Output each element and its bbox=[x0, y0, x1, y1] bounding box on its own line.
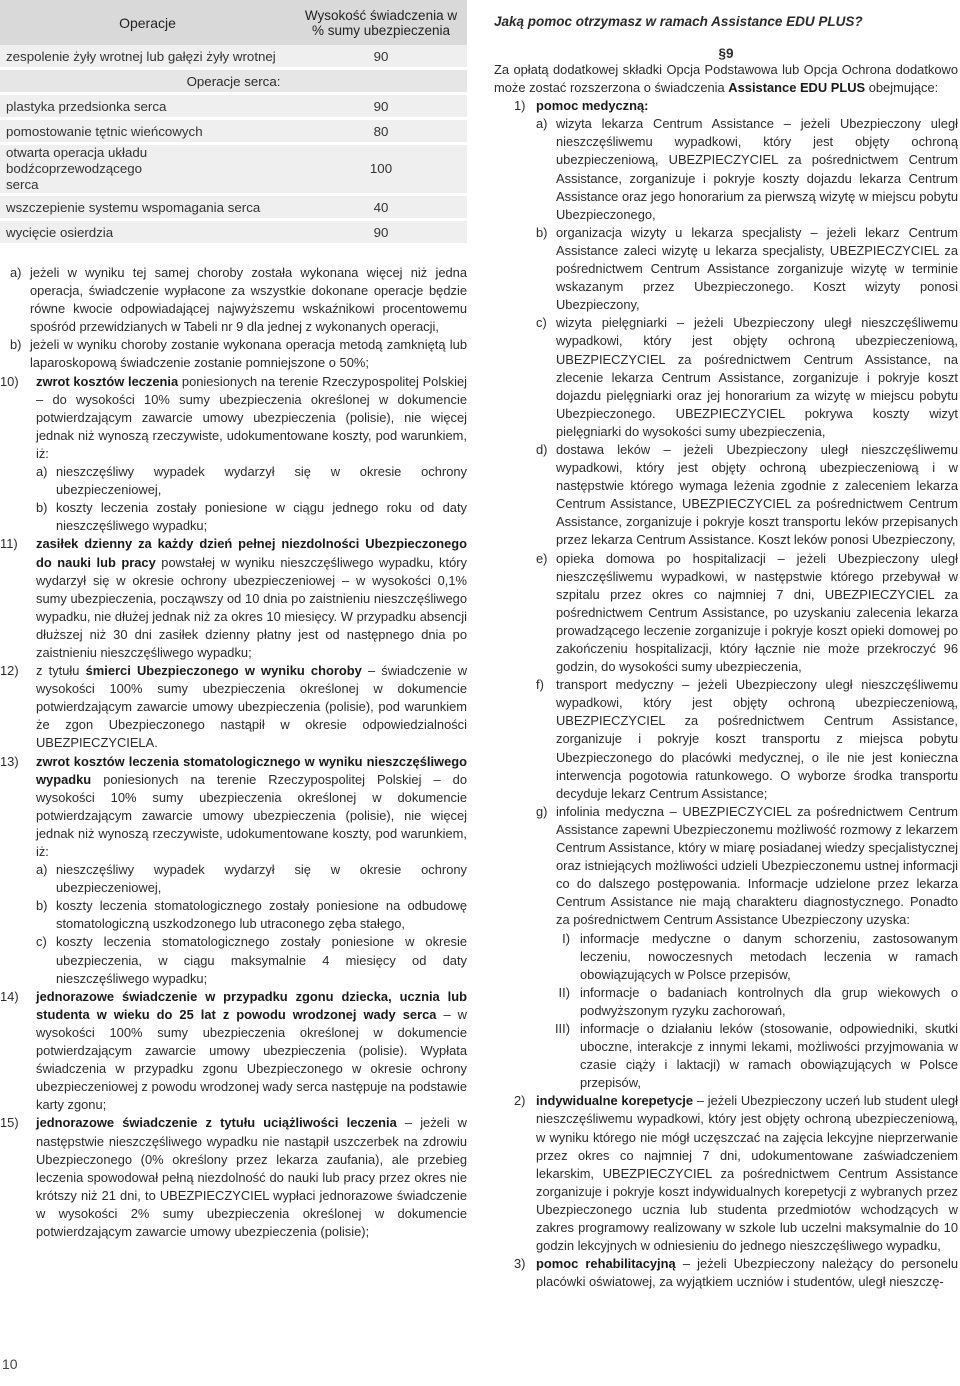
body-text: Za opłatą dodatkowej składki Opcja Podstawowa lub Opcja Ochrona dodatkowo może zostać rozszerzona o świadczenia bbox=[494, 62, 958, 96]
header-operations: Operacje bbox=[0, 0, 295, 45]
row-value: 90 bbox=[295, 220, 467, 245]
list-text: informacje o badaniach kontrolnych dla grup wiekowych o podwyższonym ryzyku zachorowań, bbox=[580, 984, 958, 1018]
list-marker: g) bbox=[536, 803, 548, 819]
table-row bbox=[0, 45, 467, 69]
list-marker: d) bbox=[536, 441, 548, 457]
list-item bbox=[0, 662, 467, 752]
operations-table bbox=[0, 0, 467, 246]
right-body-text bbox=[494, 61, 958, 1291]
list-text bbox=[36, 988, 467, 1115]
row-label: zespolenie żyły wrotnej lub gałęzi żyły wrotnej bbox=[0, 45, 295, 69]
row-label: wszczepienie systemu wspomagania serca bbox=[0, 195, 295, 220]
list-text: dostawa leków – jeżeli Ubezpieczony uległ nieszczęśliwemu wypadkowi, który jest objęty ochroną ubezpieczeniową i w następstwie którego wymaga leżenia zgodnie z zaleceniem lekarza Centrum Assistance, UBEZPIECZYCIEL za pośrednictwem Centrum Assistance, zorganizuje i pokryje koszt transportu leków przepisanych przez lekarza Centrum Assistance. Koszt leków ponosi Ubezpieczony, bbox=[556, 441, 958, 548]
list-marker: 12) bbox=[0, 663, 19, 679]
list-text: koszty leczenia stomatologicznego zostały poniesione na odbudowę stomatologiczną uszkodzonego lub utraconego zęba stałego, bbox=[56, 898, 467, 932]
list-text: nieszczęśliwy wypadek wydarzył się w okresie ochrony ubezpieczeniowej, bbox=[56, 464, 467, 498]
list-text: infolinia medyczna – UBEZPIECZYCIEL za pośrednictwem Centrum Assistance zapewni Ubezpieczonemu możliwość rozmowy z lekarzem Centrum Assistance, który w miarę posiadanej wiedzy specjalistycznej oraz istniejących możliwości udzieli Ubezpieczonemu ustnej informacji co do dalszego postępowania. Informacje udzielone przez lekarza Centrum Assistance nie mają charakteru diagnostycznego. Ponadto za pośrednictwem Centrum Assistance Ubezpieczony uzyska: bbox=[556, 803, 958, 928]
list-item bbox=[494, 550, 958, 677]
intro-text bbox=[494, 61, 958, 97]
list-text: koszty leczenia zostały poniesione w ciągu jednego roku od daty nieszczęśliwego wypadku; bbox=[56, 500, 467, 534]
list-text bbox=[36, 535, 467, 662]
bold-term: zasiłek dzienny za każdy dzień pełnej niezdolności Ubezpieczonego do nauki lub pracy bbox=[36, 536, 467, 570]
list-text: nieszczęśliwy wypadek wydarzył się w okresie ochrony ubezpieczeniowej, bbox=[56, 862, 467, 896]
list-item bbox=[494, 1020, 958, 1092]
body-text: – w wysokości 100% sumy ubezpieczenia określonej w dokumencie potwierdzającym zawarcie umowy ubezpieczenia (polisie). Wypłata świadczenia w przypadku zgonu Ubezpieczonego w okresie ochrony ubezpieczeniowej z powodu wrodzonej wady serca następuje na podstawie karty zgonu; bbox=[36, 1006, 467, 1113]
list-item bbox=[0, 861, 467, 897]
list-marker: a) bbox=[10, 265, 22, 280]
left-body-text bbox=[0, 264, 467, 1241]
table-header bbox=[0, 0, 467, 45]
body-text: – świadczenie w wysokości 100% sumy ubezpieczenia określonej w dokumencie potwierdzającym zawarcie umowy ubezpieczenia (polisie), pod warunkiem że zgon Ubezpieczonego nastąpił w okresie odpowiedzialności UBEZPIECZYCIELA. bbox=[36, 663, 467, 751]
bold-term: Assistance EDU PLUS bbox=[728, 80, 866, 96]
list-text: informacje o działaniu leków (stosowanie, odpowiedniki, skutki uboczne, interakcje z innymi lekami, możliwości przyjmowania w czasie ciąży i laktacji) w ramach obowiązujących w Polsce przepisów, bbox=[580, 1020, 958, 1091]
list-item bbox=[0, 535, 467, 662]
row-value: 90 bbox=[295, 94, 467, 119]
bold-term: zwrot kosztów leczenia stomatologicznego w wyniku nieszczęśliwego wypadku bbox=[36, 753, 467, 787]
list-item bbox=[0, 753, 467, 862]
list-marker: b) bbox=[536, 224, 548, 240]
list-marker: a) bbox=[36, 464, 48, 480]
body-text: – jeżeli Ubezpieczony uczeń lub student uległ nieszczęśliwemu wypadkowi, który jest objęty ochroną ubezpieczeniową, w wyniku którego nie mógł uczęszczać na zajęcia lekcyjne nieprzerwanie przez okres co najmniej 7 dni, udokumentowane zaświadczeniem lekarskim, UBEZPIECZYCIEL za pośrednictwem Centrum Assistance zorganizuje i pokryje koszt indywidualnych korepetycji z wybranych przez Ubezpieczonego ucznia lub studenta przedmiotów wchodzących w zakres programowy realizowany w szkole lub uczelni maksymalnie do 10 godzin lekcyjnych w odniesieniu do jednego nieszczęśliwego wypadku, bbox=[536, 1093, 958, 1254]
list-marker: b) bbox=[36, 500, 48, 516]
list-item bbox=[0, 1114, 467, 1241]
list-text: koszty leczenia stomatologicznego zostały poniesione w okresie ubezpieczenia, w ciągu maksymalnie 4 miesięcy od daty nieszczęśliwego wypadku; bbox=[56, 934, 467, 986]
row-value: 80 bbox=[295, 119, 467, 144]
row-value: 100 bbox=[295, 144, 467, 195]
list-marker: a) bbox=[536, 116, 548, 132]
body-text: poniesionych na terenie Rzeczypospolitej Polskiej – do wysokości 10% sumy ubezpieczenia określonej w dokumencie potwierdzającym zawarcie umowy ubezpieczenia (polisie), nie więcej jednak niż wynoszą rzeczywiste, udokumentowane koszty, pod warunkiem, iż: bbox=[36, 373, 467, 461]
bold-term: jednorazowe świadczenie z tytułu uciążliwości leczenia bbox=[36, 1115, 397, 1131]
body-text: poniesionych na terenie Rzeczypospolitej Polskiej – do wysokości 10% sumy ubezpieczenia określonej w dokumencie potwierdzającym zawarcie umowy ubezpieczenia (polisie), nie więcej jednak niż wynoszą rzeczywiste, udokumentowane koszty, pod warunkiem, iż: bbox=[36, 771, 467, 859]
bold-term: indywidualne korepetycje bbox=[536, 1093, 694, 1109]
bold-term: pomoc rehabilitacyjną bbox=[536, 1256, 676, 1272]
list-text bbox=[36, 1114, 467, 1241]
body-text: obejmujące: bbox=[865, 80, 939, 96]
list-text: jeżeli w wyniku tej samej choroby została wykonana więcej niż jedna operacja, świadczenie wypłacone za wszystkie dokonane operacje będzie równe kwocie odpowiadającej najwyższemu wskaźnikowi procentowemu spośród przewidzianych w Tabeli nr 9 dla jednej z wykonanych operacji, bbox=[30, 265, 467, 335]
list-text bbox=[36, 373, 467, 463]
list-item bbox=[0, 897, 467, 933]
list-marker: b) bbox=[10, 337, 22, 353]
list-marker: c) bbox=[536, 315, 547, 331]
bold-term: śmierci Ubezpieczonego w wyniku choroby bbox=[85, 663, 362, 679]
list-text bbox=[36, 662, 467, 752]
page-number: 10 bbox=[2, 1356, 18, 1372]
list-text: jeżeli w wyniku choroby zostanie wykonana operacja metodą zamkniętą lub laparoskopową świadczenie zostanie pomniejszone o 50%; bbox=[30, 337, 467, 371]
list-item bbox=[494, 97, 958, 115]
body-text: powstałej w wyniku nieszczęśliwego wypadku, który wydarzył się w okresie ochrony ubezpieczeniowej – w wysokości 0,1% sumy ubezpieczenia, począwszy od 10 dnia po zaistnieniu nieszczęśliwego wypadku, nie dłużej jednak niż za okres 10 miesięcy. W przypadku absencji dłuższej niż 30 dni zasiłek dzienny płatny jest od następnego dnia po zaistnieniu nieszczęśliwego wypadku; bbox=[36, 554, 467, 660]
row-label: pomostowanie tętnic wieńcowych bbox=[0, 119, 295, 144]
list-text: opieka domowa po hospitalizacji – jeżeli Ubezpieczony uległ nieszczęśliwemu wypadkowi, w następstwie którego przebywał w szpitalu przez okres co najmniej 7 dni, UBEZPIECZYCIEL za pośrednictwem Centrum Assistance, po uzyskaniu zalecenia lekarza prowadzącego leczenie zorganizuje i pokryje koszt opieki domowej po zakończeniu hospitalizacji, który łącznie nie może przekroczyć 96 godzin, do wysokości sumy ubezpieczenia, bbox=[556, 550, 958, 675]
list-text: organizacja wizyty u lekarza specjalisty – jeżeli lekarz Centrum Assistance zaleci wizytę u lekarza specjalisty, UBEZPIECZYCIEL za pośrednictwem Centrum Assistance zorganizuje wizytę w terminie wskazanym przez Ubezpieczonego. Koszt wizyty ponosi Ubezpieczony, bbox=[556, 224, 958, 313]
list-item bbox=[494, 803, 958, 930]
list-text bbox=[536, 1255, 958, 1291]
list-marker: 1) bbox=[514, 98, 526, 114]
list-marker: 3) bbox=[514, 1256, 526, 1272]
list-item bbox=[494, 314, 958, 441]
list-item bbox=[0, 933, 467, 987]
table-subheader bbox=[0, 69, 467, 94]
bold-term: jednorazowe świadczenie w przypadku zgonu dziecka, ucznia lub studenta w wieku do 25 lat z powodu wrodzonej wady serca bbox=[36, 988, 467, 1022]
row-label: plastyka przedsionka serca bbox=[0, 94, 295, 119]
list-item bbox=[0, 463, 467, 499]
list-marker: II) bbox=[558, 984, 570, 1000]
row-value: 90 bbox=[295, 45, 467, 69]
list-item bbox=[494, 224, 958, 314]
paragraph-sign: §9 bbox=[718, 46, 734, 61]
row-value: 40 bbox=[295, 195, 467, 220]
list-text: informacje medyczne o danym schorzeniu, zastosowanym leczeniu, nowoczesnych metodach leczenia w ramach obowiązujących w Polsce przepisów, bbox=[580, 930, 958, 982]
list-item bbox=[0, 336, 467, 372]
table-row bbox=[0, 220, 467, 245]
list-item bbox=[0, 264, 467, 336]
section-title: Jaką pomoc otrzymasz w ramach Assistance EDU PLUS? bbox=[494, 14, 863, 29]
list-item bbox=[494, 1092, 958, 1255]
list-item bbox=[0, 499, 467, 535]
list-item bbox=[494, 676, 958, 803]
list-text bbox=[536, 1092, 958, 1255]
list-item bbox=[0, 373, 467, 463]
list-marker: b) bbox=[36, 898, 48, 914]
table-row bbox=[0, 94, 467, 119]
list-marker: 10) bbox=[0, 373, 19, 389]
row-label: otwarta operacja układu bodźcoprzewodzącego serca bbox=[0, 144, 295, 195]
list-text: wizyta pielęgniarki – jeżeli Ubezpieczony uległ nieszczęśliwemu wypadkowi, który jest objęty ochroną ubezpieczeniową, UBEZPIECZYCIEL za pośrednictwem Centrum Assistance, na zlecenie lekarza Centrum Assistance, zorganizuje i pokryje koszt dojazdu pielęgniarki oraz jej honorarium za wizytę w miejscu pobytu Ubezpieczonego. UBEZPIECZYCIEL pokrywa koszty wizyt pielęgniarki do wysokości sumy ubezpieczenia, bbox=[556, 315, 958, 439]
left-column bbox=[0, 0, 467, 1241]
list-marker: c) bbox=[36, 934, 47, 950]
body-text: z tytułu bbox=[36, 663, 86, 679]
body-text: – jeżeli Ubezpieczony należący do personelu placówki oświatowej, za wyjątkiem uczniów i studentów, uległ nieszczę- bbox=[536, 1256, 958, 1290]
list-marker: a) bbox=[36, 862, 48, 878]
list-marker: 11) bbox=[0, 536, 18, 552]
header-benefit: Wysokość świadczenia w % sumy ubezpieczenia bbox=[295, 0, 467, 45]
list-item bbox=[0, 988, 467, 1115]
table-row bbox=[0, 119, 467, 144]
list-text bbox=[36, 753, 467, 862]
bold-term: zwrot kosztów leczenia bbox=[36, 373, 179, 389]
subheader-label: Operacje serca: bbox=[0, 69, 467, 94]
body-text: – jeżeli w następstwie nieszczęśliwego wypadku nie nastąpił uszczerbek na zdrowiu Ubezpieczonego (0% określony przez lekarza zaufania), ale przebieg leczenia spowodował pełną niezdolność do nauki lub pracy przez okres nie krótszy niż 21 dni, to UBEZPIECZYCIEL wypłaci jednorazowe świadczenie w wysokości 2% sumy ubezpieczenia określonej w dokumencie potwierdzającym zawarcie umowy ubezpieczenia (polisie); bbox=[36, 1115, 467, 1239]
list-marker: f) bbox=[536, 677, 544, 693]
list-item bbox=[494, 115, 958, 224]
right-column bbox=[494, 0, 958, 1291]
row-label: wycięcie osierdzia bbox=[0, 220, 295, 245]
list-item bbox=[494, 1255, 958, 1291]
list-text: wizyta lekarza Centrum Assistance – jeżeli Ubezpieczony uległ nieszczęśliwemu wypadkowi, który jest objęty ochroną ubezpieczeniową, UBEZPIECZYCIEL za pośrednictwem Centrum Assistance, zorganizuje i pokryje koszty dojazdu lekarza Centrum Assistance oraz jego honorarium za pierwszą wizytę w miejscu pobytu Ubezpieczonego, bbox=[556, 116, 958, 222]
list-marker: 13) bbox=[0, 753, 19, 769]
table-row bbox=[0, 144, 467, 195]
list-marker: e) bbox=[536, 550, 548, 566]
bold-term: pomoc medyczną: bbox=[536, 98, 649, 114]
list-text: transport medyczny – jeżeli Ubezpieczony uległ nieszczęśliwemu wypadkowi, który jest objęty ochroną ubezpieczeniową, UBEZPIECZYCIEL za pośrednictwem Centrum Assistance, zorganizuje i pokryje koszt transportu z miejsca pobytu Ubezpieczonego do placówki medycznej, o ile nie jest konieczna interwencja pogotowia ratunkowego. O wyborze środka transportu decyduje lekarz Centrum Assistance; bbox=[556, 677, 958, 801]
list-item bbox=[494, 441, 958, 550]
list-item bbox=[494, 930, 958, 984]
table-row bbox=[0, 195, 467, 220]
list-marker: III) bbox=[554, 1020, 570, 1036]
list-marker: 14) bbox=[0, 988, 19, 1004]
list-marker: 15) bbox=[0, 1115, 19, 1131]
list-marker: 2) bbox=[514, 1093, 526, 1109]
list-item bbox=[494, 984, 958, 1020]
list-marker: I) bbox=[562, 930, 570, 946]
